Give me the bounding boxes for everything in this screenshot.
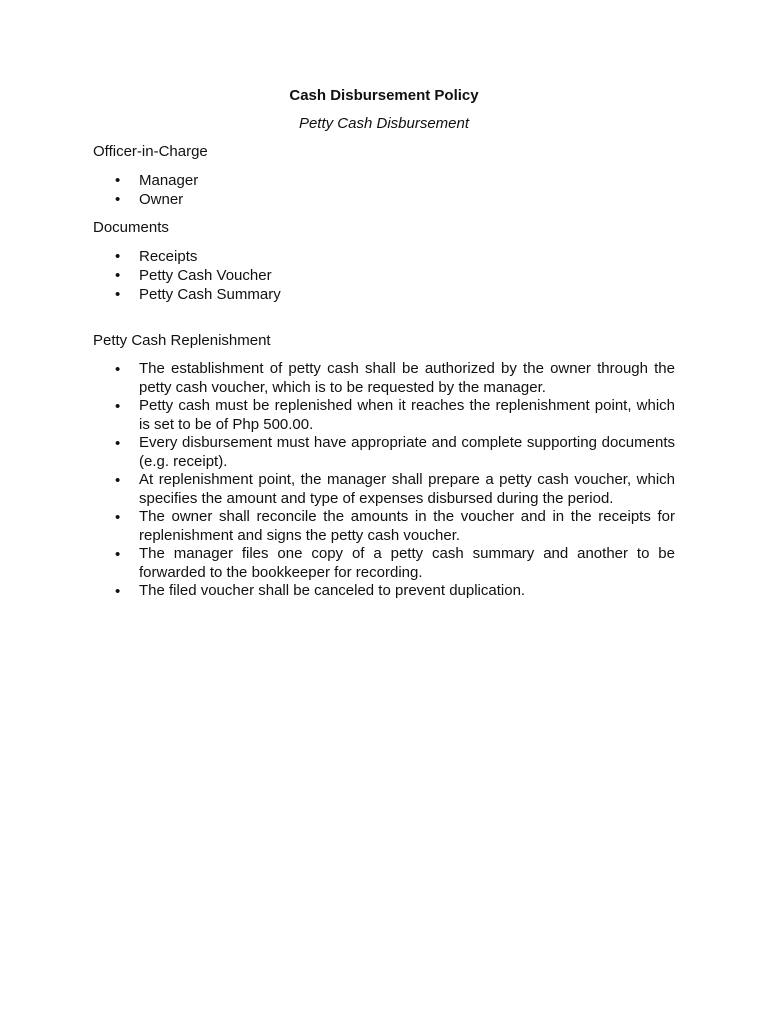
bullet-icon: • xyxy=(115,191,121,208)
list-item xyxy=(0,471,675,508)
list-item xyxy=(0,360,675,397)
list-item xyxy=(0,266,768,285)
list-item-text: The owner shall reconcile the amounts in the voucher and in the receipts for replenishment and signs the petty cash voucher. xyxy=(139,508,675,544)
documents-list xyxy=(0,247,768,304)
officer-list xyxy=(0,171,768,209)
replenishment-heading: Petty Cash Replenishment xyxy=(93,332,271,349)
list-item xyxy=(0,190,768,209)
bullet-icon: • xyxy=(115,435,121,452)
list-item-text: Receipts xyxy=(139,248,198,265)
list-item-text: Petty Cash Summary xyxy=(139,286,281,303)
list-item xyxy=(0,171,768,190)
bullet-icon: • xyxy=(115,172,121,189)
bullet-icon: • xyxy=(115,248,121,265)
bullet-icon: • xyxy=(115,472,121,489)
list-item xyxy=(0,545,675,582)
list-item xyxy=(0,582,675,601)
list-item xyxy=(0,508,675,545)
list-item-text: The establishment of petty cash shall be authorized by the owner through the petty cash voucher, which is to be requested by the manager. xyxy=(139,360,675,396)
list-item xyxy=(0,434,675,471)
page-title: Cash Disbursement Policy xyxy=(289,87,479,104)
list-item xyxy=(0,247,768,266)
officer-heading: Officer-in-Charge xyxy=(93,143,208,160)
list-item-text: Petty cash must be replenished when it reaches the replenishment point, which is set to be of Php 500.00. xyxy=(139,397,675,433)
bullet-icon: • xyxy=(115,361,121,378)
bullet-icon: • xyxy=(115,286,121,303)
page-subtitle: Petty Cash Disbursement xyxy=(298,115,470,132)
list-item-text: The manager files one copy of a petty cash summary and another to be forwarded to the bookkeeper for recording. xyxy=(139,545,675,581)
list-item-text: Every disbursement must have appropriate and complete supporting documents (e.g. receipt). xyxy=(139,434,675,470)
list-item-text: The filed voucher shall be canceled to prevent duplication. xyxy=(139,582,526,599)
list-item xyxy=(0,397,675,434)
list-item xyxy=(0,285,768,304)
documents-heading: Documents xyxy=(93,219,169,236)
replenishment-list xyxy=(0,360,768,601)
bullet-icon: • xyxy=(115,546,121,563)
bullet-icon: • xyxy=(115,267,121,284)
bullet-icon: • xyxy=(115,398,121,415)
list-item-text: Owner xyxy=(139,191,184,208)
list-item-text: At replenishment point, the manager shall prepare a petty cash voucher, which specifies the amount and type of expenses disbursed during the period. xyxy=(139,471,675,507)
list-item-text: Manager xyxy=(139,172,199,189)
bullet-icon: • xyxy=(115,583,121,600)
list-item-text: Petty Cash Voucher xyxy=(139,267,272,284)
bullet-icon: • xyxy=(115,509,121,526)
